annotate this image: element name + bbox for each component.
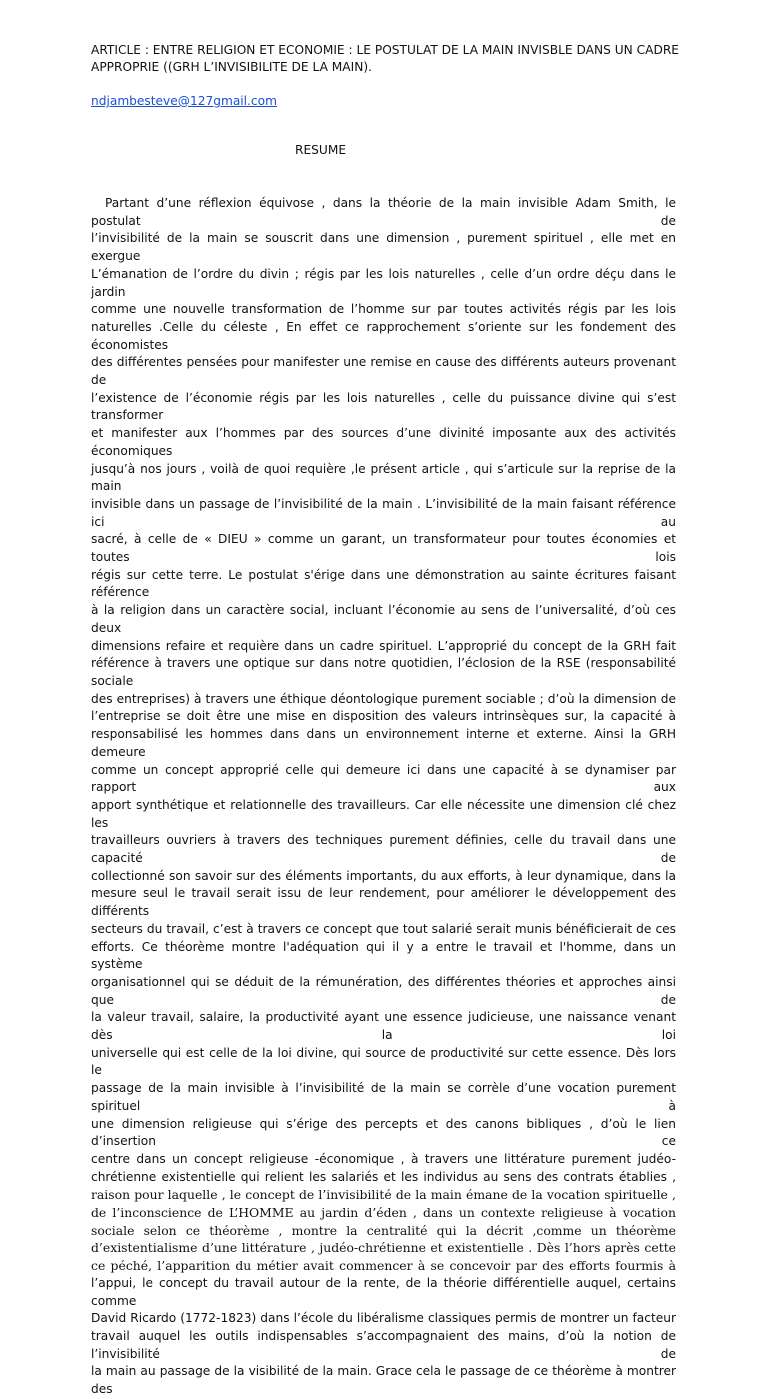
body-line: l’existence de l’économie régis par les lois naturelles , celle du puissance divine qui s’est transformer — [91, 390, 676, 423]
body-line: naturelles .Celle du céleste , En effet ce rapprochement s’oriente sur les fondement des économistes — [91, 319, 676, 352]
abstract-body — [91, 195, 676, 1399]
body-line: des entreprises) à travers une éthique déontologique purement sociable ; d’où la dimension de — [91, 691, 676, 706]
body-line: à la religion dans un caractère social, incluant l’économie au sens de l’universalité, d’où ces deux — [91, 603, 676, 635]
body-line: sacré, à celle de « DIEU » comme un garant, un transformateur pour toutes économies et toutes lois — [91, 532, 676, 565]
body-line: apport synthétique et relationnelle des travailleurs. Car elle nécessite une dimension clé chez les — [91, 797, 676, 830]
body-line: collectionné son savoir sur des éléments importants, du aux efforts, à leur dynamique, dans la — [91, 868, 676, 883]
body-line: l’invisibilité de la main se souscrit dans une dimension , purement spirituel , elle met en exergue — [91, 231, 676, 264]
body-line: référence à travers une optique sur dans notre quotidien, l’éclosion de la RSE (responsabilité sociale — [91, 656, 676, 688]
body-line: l’entreprise se doit être une mise en disposition des valeurs intrinsèques sur, la capacité à — [91, 709, 676, 724]
body-line: mesure seul le travail serait issu de leur rendement, pour améliorer le développement des différents — [91, 886, 676, 919]
body-line: une dimension religieuse qui s’érige des percepts et des canons bibliques , d’où le lien d’insertion ce — [91, 1116, 676, 1149]
body-line: jusqu’à nos jours , voilà de quoi requière ,le présent article , qui s’articule sur la reprise de la main — [91, 461, 676, 494]
section-heading-resume: RESUME — [295, 143, 347, 157]
body-line: sociale selon ce théorème , montre la centralité qui la décrit ,comme un théorème — [91, 1222, 676, 1238]
body-line: de l’inconscience de L’HOMME au jardin d’éden , dans un contexte religieuse à vocation — [91, 1205, 676, 1221]
body-line: efforts. Ce théorème montre l'adéquation qui il y a entre le travail et l'homme, dans un système — [91, 939, 676, 972]
body-line: passage de la main invisible à l’invisibilité de la main se corrèle d’une vocation purement spirituel à — [91, 1081, 676, 1113]
body-line: la valeur travail, salaire, la productivité ayant une essence judicieuse, une naissance venant dès la loi — [91, 1010, 676, 1043]
body-line: comme un concept approprié celle qui demeure ici dans une capacité à se dynamiser par rapport aux — [91, 762, 676, 795]
body-line: l’appui, le concept du travail autour de la rente, de la théorie différentielle auquel, certains comme — [91, 1275, 676, 1308]
body-line: et manifester aux l’hommes par des sources d’une divinité imposante aux des activités économiques — [91, 426, 676, 458]
body-line: secteurs du travail, c’est à travers ce concept que tout salarié serait munis bénéficierait de ces — [91, 921, 676, 936]
body-line: la main au passage de la visibilité de la main. Grace cela le passage de ce théorème à montrer des — [91, 1364, 676, 1397]
body-line: responsabilisé les hommes dans dans un environnement interne et externe. Ainsi la GRH demeure — [91, 727, 676, 759]
body-line: Partant d’une réflexion équivose , dans la théorie de la main invisible Adam Smith, le postulat de — [91, 196, 676, 228]
body-line: ce péché, l’apparition du métier avait commencer à se concevoir par des efforts fourmis à — [91, 1258, 676, 1274]
body-line: des différentes pensées pour manifester une remise en cause des différents auteurs provenant de — [91, 355, 676, 388]
body-line: organisationnel qui se déduit de la rémunération, des différentes théories et approches ainsi que de — [91, 974, 676, 1007]
body-line: raison pour laquelle , le concept de l’invisibilité de la main émane de la vocation spirituelle , — [91, 1187, 676, 1203]
body-line: dimensions refaire et requière dans un cadre spirituel. L’approprié du concept de la GRH fait — [91, 638, 676, 653]
body-line: d’existentialisme d’une littérature , judéo-chrétienne et existentielle . Dès l’hors après cette — [91, 1240, 676, 1256]
body-line: invisible dans un passage de l’invisibilité de la main . L’invisibilité de la main faisant référence ici au — [91, 496, 676, 529]
body-line: David Ricardo (1772-1823) dans l’école du libéralisme classiques permis de montrer un facteur — [91, 1311, 676, 1326]
body-line: comme une nouvelle transformation de l’homme sur par toutes activités régis par les lois — [91, 302, 676, 317]
body-line: chrétienne existentielle qui relient les salariés et les individus au sens des contrats établies , — [91, 1169, 676, 1184]
body-line: travail auquel les outils indispensables s’accompagnaient des mains, d’où la notion de l’invisibilité de — [91, 1329, 676, 1361]
body-line: travailleurs ouvriers à travers des techniques purement définies, celle du travail dans une capacité de — [91, 833, 676, 866]
body-line: universelle qui est celle de la loi divine, qui source de productivité sur cette essence. Dès lors le — [91, 1045, 676, 1078]
article-title: ARTICLE : ENTRE RELIGION ET ECONOMIE : LE POSTULAT DE LA MAIN INVISBLE DANS UN CADRE APPROPRIE ((GRH L’INVISIBILITE DE LA MAIN). — [91, 43, 680, 74]
body-line: L’émanation de l’ordre du divin ; régis par les lois naturelles , celle d’un ordre déçu dans le jardin — [91, 266, 676, 299]
author-email-link[interactable]: ndjambesteve@127gmail.com — [91, 94, 277, 108]
body-line: centre dans un concept religieuse -économique , à travers une littérature purement judéo- — [91, 1151, 676, 1166]
body-line: régis sur cette terre. Le postulat s'érige dans une démonstration au sainte écritures faisant référence — [91, 567, 676, 600]
